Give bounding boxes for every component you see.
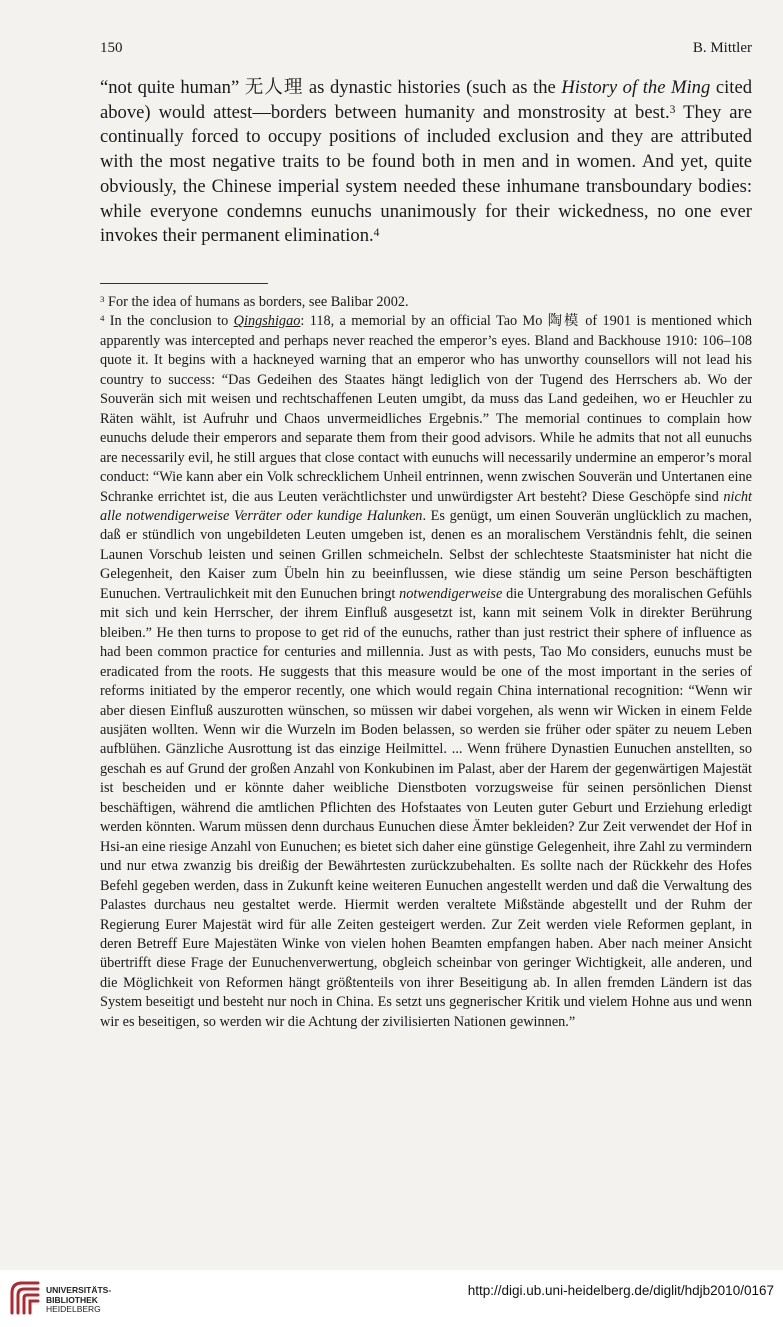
page-header	[100, 40, 752, 62]
footnote-marker: 4	[100, 313, 105, 324]
main-paragraph	[100, 76, 752, 249]
footnote-4	[100, 312, 752, 1032]
library-name-line: HEIDELBERG	[46, 1304, 101, 1314]
footnote-marker: 3	[100, 294, 105, 305]
footnote-separator	[100, 283, 268, 284]
library-logo-icon	[8, 1279, 42, 1317]
quote-emphasis-italic: notwendigerweise	[399, 585, 503, 602]
source-url-link[interactable]: http://digi.ub.uni-heidelberg.de/diglit/hdjb2010/0167	[467, 1283, 774, 1298]
running-head-author: B. Mittler	[692, 40, 752, 56]
footnote-text: For the idea of humans as borders, see Balibar 2002.	[104, 294, 409, 310]
footnotes-block	[100, 293, 752, 1032]
footnote-reference[interactable]: 3	[669, 103, 676, 116]
footnote-text: die Untergrabung des moralischen Gefühls mit sich und kein Herrscher, der ihrem Einfluß ausgesetzt ist, kann mit seinem Volk in direkter Berührung bleiben.” He then turns to propose to get rid of the eunuchs, rather than just restrict their sphere of influence as had been common practice for centuries and millennia. Just as with pests, Tao Mo considers, eunuchs must be eradicated from the roots. He suggests that this measure would be one of the most important in the series of reforms initiated by the emperor recently, one which would regain China international recognition: “Wenn wir aber diesen Einfluß auszurotten wünschen, so müssen wir dabei vorgehen, als wenn wir Wicken in einem Felde ausjäten wollten. Wenn wir die Wurzeln im Boden belassen, so werden sie früher oder später zu neuem Leben aufblühen. Gänzliche Ausrottung ist das einzige Heilmittel. ... Wenn frühere Dynastien Eunuchen anstellten, so geschah es auf Grund der großen Anzahl von Konkubinen im Palast, aber der Harem der gegenwärtigen Majestät ist bescheiden und er könnte daher weibliche Dienstboten vorzugsweise für seinen persönlichen Dienst beschäftigen, während die amtlichen Pflichten des Hofstaates von Leuten guter Geburt und Erziehung erledigt werden könnten. Warum müssen denn durchaus Eunuchen diese Ämter bekleiden? Zur Zeit verwendet der Hof in Hsi-an eine riesige Anzahl von Eunuchen; es bietet sich daher eine günstige Gelegenheit, ihre Zahl zu vermindern und nur etwa zwanzig bis dreißig der Bewährtesten zurückzubehalten. Es sollte nach der Rückkehr des Hofes Befehl gegeben werden, dass in Zukunft keine weiteren Eunuchen angestellt werden und daß die Verwaltung des Palastes durchaus neu gestaltet werde. Hiermit werden veraltete Mißstände abgestellt und der Ruhm der Regierung Eurer Majestät wird für alle Zeiten gesteigert werden. Zur Zeit werden viele Reformen geplant, in deren Betreff Eure Majestäten Winke von vielen hohen Beamten empfangen haben. Aber nach meiner Ansicht übertrifft diese Frage der Eunuchenverwertung, obgleich scheinbar von geringer Wichtigkeit, alle anderen, und die Möglichkeit von Reformen hängt größtenteils von ihrer Beseitigung ab. In allen fremden Ländern ist das System beseitigt und besteht nur noch in China. Es setzt uns gegnerischer Kritik und vielem Hohne aus und wenn wir es beseitigen, so werden wir die Achtung der zivilisierten Nationen gewinnen.”	[100, 585, 752, 1030]
footnote-text: : 118, a memorial by an official Tao Mo 陶模 of 1901 is mentioned which apparently was intercepted and perhaps never reached the emperor’s eyes. Bland and Backhouse 1910: 106–108 quote it. It begins with a hackneyed warning that an emperor who has unworthy counsellors will not lead his country to success: “Das Gedeihen des Staates hängt lediglich von der Tugend des Herrschers ab. Wo der Souverän sich mit weisen und rechtschaffenen Leuten umgibt, da muss das Land gedeihen, wo er Heuchler zu Räten wählt, ist Aufruhr und Chaos unvermeidliches Ergebnis.” The memorial continues to complain how eunuchs delude their emperors and separate them from their good advisors. While he admits that not all eunuchs are necessarily evil, he still argues that close contact with eunuchs will necessarily undermine an emperor’s moral conduct: “Wie kann aber ein Volk schrecklichem Unheil entrinnen, wenn zwischen Souverän und Untertanen eine Schranke errichtet ist, die aus Leuten verächtlichster und unwürdigster Art besteht? Diese Geschöpfe sind	[100, 313, 752, 505]
footnote-3	[100, 293, 752, 312]
footnote-text: . Es genügt, um einen Souverän unglücklich zu machen, daß er stündlich von ungebildeten Leuten umgeben ist, denen es an moralischem Verständnis fehlt, die seinen Launen Vorschub leisten und seinen Grillen schmeicheln. Selbst der schlechteste Staatsminister hat nicht die Gelegenheit, den Kaiser zum Übeln hin zu beeinflussen, wie diese ständig um seine Person beschäftigten Eunuchen. Vertraulichkeit mit den Eunuchen bringt	[100, 507, 753, 602]
body-text-segment: “not quite human” 无人理 as dynastic histories (such as the	[100, 77, 562, 98]
footnote-text: In the conclusion to	[104, 313, 234, 330]
footnote-reference[interactable]: 4	[373, 227, 380, 240]
body-text-segment: cited above) would attest—borders between humanity and monstrosity at best.	[100, 77, 752, 123]
book-title-italic: History of the Ming	[561, 77, 711, 98]
page-number: 150	[100, 40, 123, 56]
library-name-line: BIBLIOTHEK	[46, 1294, 98, 1305]
source-title-italic: Qingshigao	[233, 313, 301, 330]
library-name-line: UNIVERSITÄTS-	[46, 1285, 112, 1295]
body-text-segment: They are continually forced to occupy positions of included exclusion and they are attributed with the most negative traits to be found both in men and in women. And yet, quite obviously, the Chinese imperial system needed these inhumane transboundary bodies: while everyone condemns eunuchs unanimously for their wickedness, no one ever invokes their permanent elimination.	[100, 101, 752, 247]
digitization-footer	[0, 1270, 783, 1327]
library-name	[46, 1286, 111, 1315]
quote-emphasis-italic: nicht alle notwendigerweise Verräter oder kundige Halunken	[100, 488, 752, 524]
